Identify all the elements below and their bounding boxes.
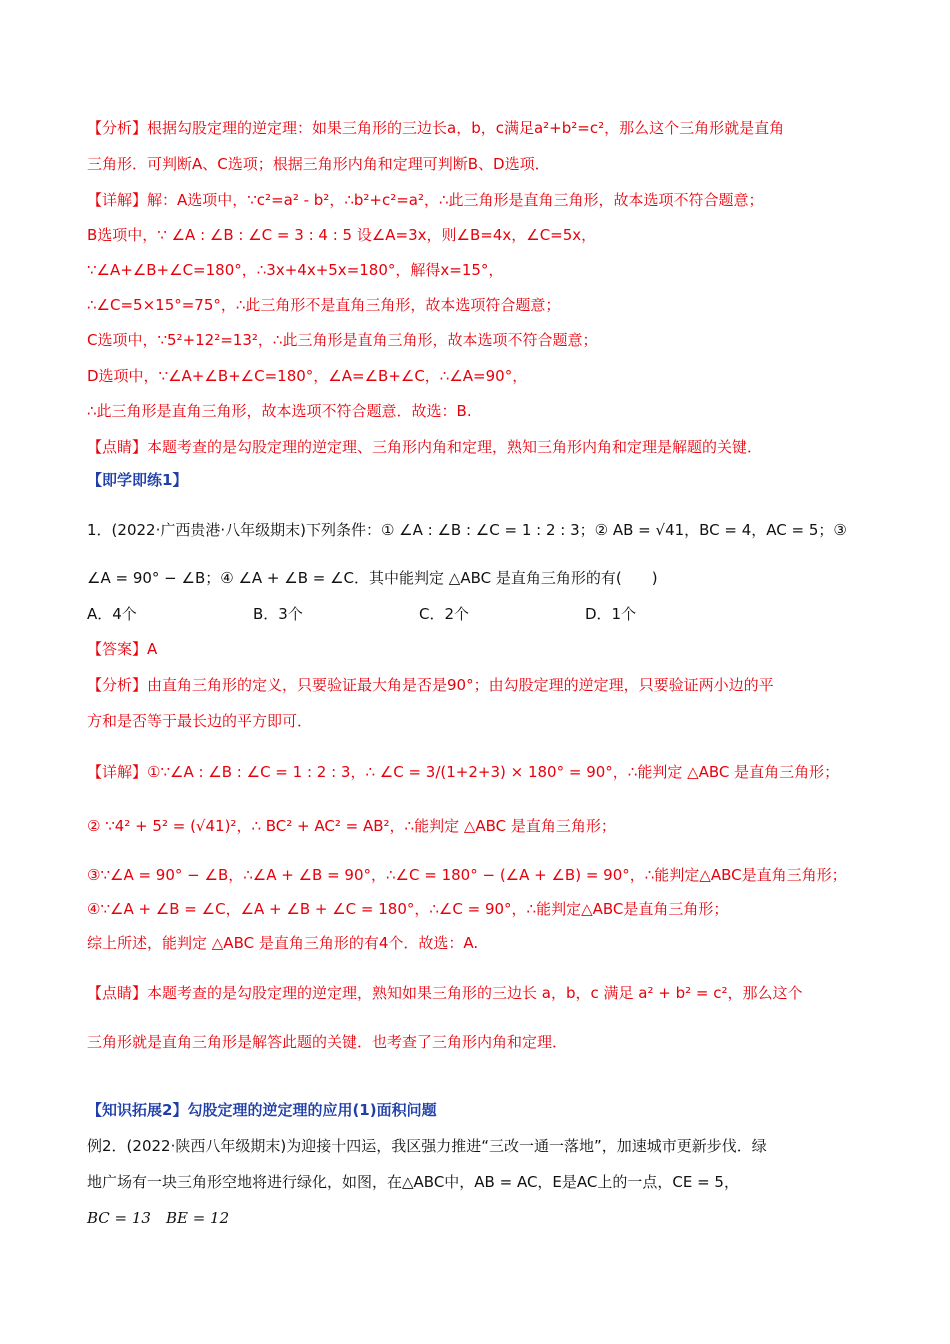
practice-analysis-line-1: 【分析】由直角三角形的定义，只要验证最大角是否是90°；由勾股定理的逆定理，只要验证两小边的平 <box>87 676 774 694</box>
practice-comment-line-1: 【点睛】本题考查的是勾股定理的逆定理，熟知如果三角形的三边长 a，b，c 满足 a² + b² = c²，那么这个 <box>87 984 803 1002</box>
practice-detail-line-1: 【详解】①∵∠A : ∠B : ∠C = 1 : 2 : 3，∴ ∠C = 3/(1+2+3) × 180° = 90°，∴能判定 △ABC 是直角三角形； <box>87 763 840 781</box>
practice-detail-line-4: ④∵∠A + ∠B = ∠C，∠A + ∠B + ∠C = 180°，∴∠C = 90°，∴能判定△ABC是直角三角形； <box>87 900 729 918</box>
detail-line-1: 【详解】解：A选项中，∵c²=a² - b²，∴b²+c²=a²，∴此三角形是直角三角形，故本选项不符合题意； <box>87 191 764 209</box>
example-line-2: 地广场有一块三角形空地将进行绿化，如图，在△ABC中，AB = AC，E是AC上的一点，CE = 5， <box>87 1173 739 1191</box>
detail-line-2: B选项中，∵ ∠A : ∠B : ∠C = 3 : 4 : 5 设∠A=3x，则∠B=4x，∠C=5x， <box>87 226 597 244</box>
option-b: B．3个 <box>253 605 303 623</box>
practice-detail-line-2: ② ∵4² + 5² = (√41)²，∴ BC² + AC² = AB²，∴能判定 △ABC 是直角三角形； <box>87 817 616 835</box>
option-d: D．1个 <box>585 605 637 623</box>
practice-summary: 综上所述，能判定 △ABC 是直角三角形的有4个．故选：A. <box>87 934 479 952</box>
detail-line-4: ∴∠C=5×15°=75°，∴此三角形不是直角三角形，故本选项符合题意； <box>87 296 561 314</box>
practice-detail-line-3: ③∵∠A = 90° − ∠B，∴∠A + ∠B = 90°，∴∠C = 180° − (∠A + ∠B) = 90°，∴能判定△ABC是直角三角形； <box>87 866 847 884</box>
detail-line-6: D选项中，∵∠A+∠B+∠C=180°，∠A=∠B+∠C，∴∠A=90°， <box>87 367 528 385</box>
example-line-1: 例2．(2022·陕西八年级期末)为迎接十四运，我区强力推进“三改一通一落地”，加速城市更新步伐．绿 <box>87 1137 767 1155</box>
option-a: A．4个 <box>87 605 137 623</box>
detail-line-5: C选项中，∵5²+12²=13²，∴此三角形是直角三角形，故本选项不符合题意； <box>87 331 598 349</box>
example-line-3: BC = 13 BE = 12 <box>87 1209 230 1227</box>
detail-line-7: ∴此三角形是直角三角形，故本选项不符合题意．故选：B. <box>87 402 472 420</box>
extension-heading: 【知识拓展2】勾股定理的逆定理的应用(1)面积问题 <box>87 1101 437 1119</box>
practice-heading: 【即学即练1】 <box>87 471 188 489</box>
practice-analysis-line-2: 方和是否等于最长边的平方即可． <box>87 712 313 730</box>
comment-line: 【点睛】本题考查的是勾股定理的逆定理、三角形内角和定理，熟知三角形内角和定理是解题的关键． <box>87 438 763 456</box>
practice-comment-line-2: 三角形就是直角三角形是解答此题的关键．也考查了三角形内角和定理． <box>87 1033 568 1051</box>
detail-line-3: ∵∠A+∠B+∠C=180°，∴3x+4x+5x=180°，解得x=15°， <box>87 261 504 279</box>
option-c: C．2个 <box>419 605 470 623</box>
analysis-line-2: 三角形．可判断A、C选项；根据三角形内角和定理可判断B、D选项． <box>87 155 550 173</box>
analysis-line-1: 【分析】根据勾股定理的逆定理：如果三角形的三边长a，b，c满足a²+b²=c²，那么这个三角形就是直角 <box>87 119 785 137</box>
answer-options <box>87 603 890 625</box>
answer-line: 【答案】A <box>87 640 158 658</box>
question-line-2: ∠A = 90° − ∠B；④ ∠A + ∠B = ∠C．其中能判定 △ABC 是直角三角形的有( ) <box>87 569 658 587</box>
question-line-1: 1．(2022·广西贵港·八年级期末)下列条件：① ∠A : ∠B : ∠C = 1 : 2 : 3；② AB = √41，BC = 4，AC = 5；③ <box>87 521 847 539</box>
